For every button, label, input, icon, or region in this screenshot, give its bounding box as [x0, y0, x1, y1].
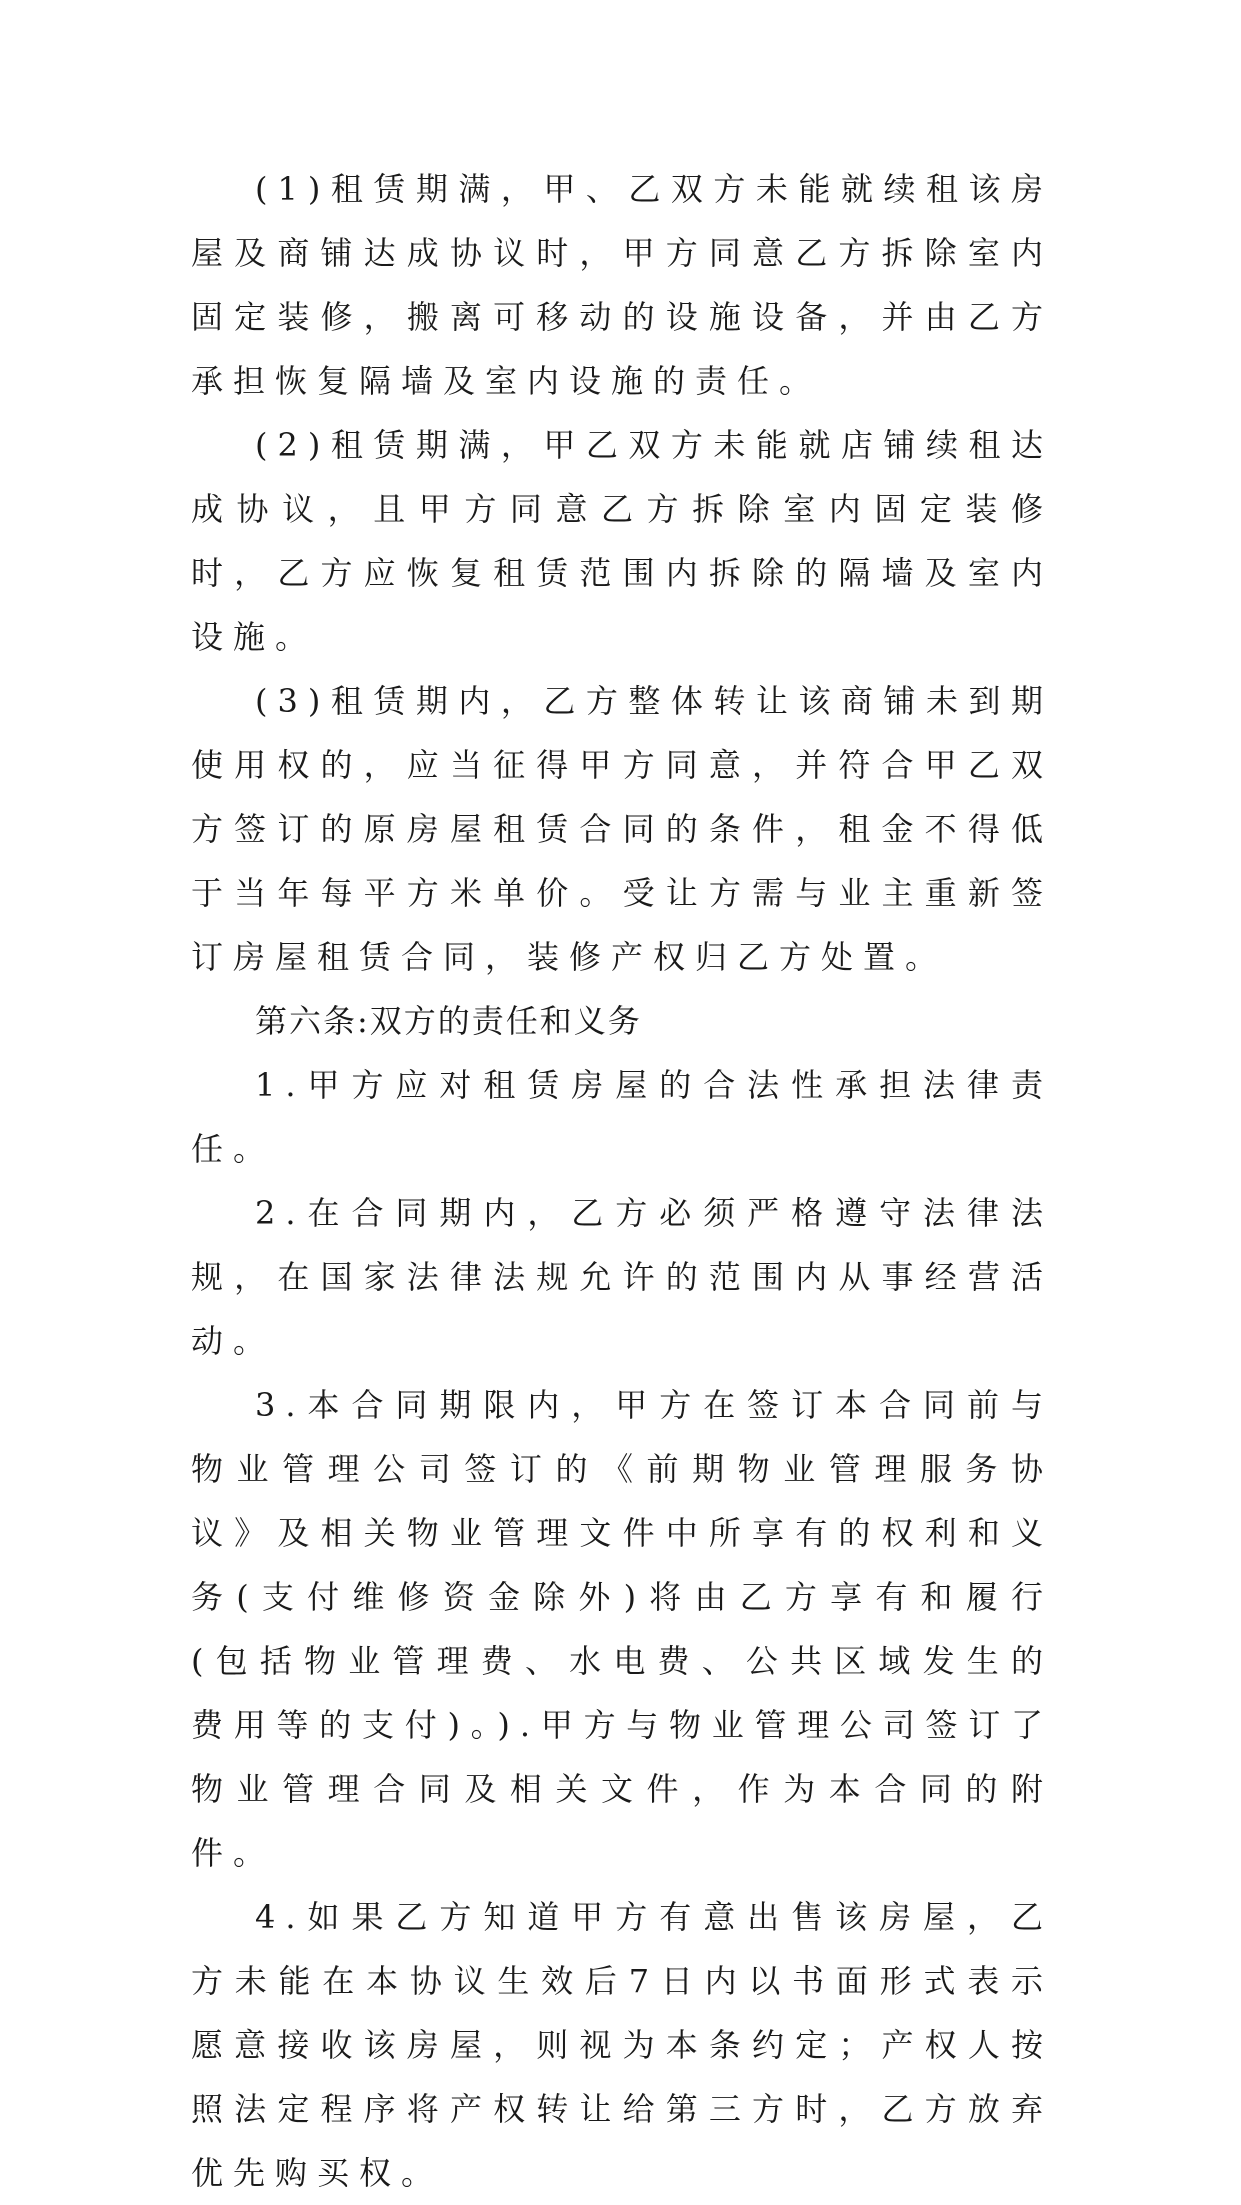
paragraph-item-3: 3.本合同期限内，甲方在签订本合同前与物业管理公司签订的《前期物业管理服务协议》及相关物业管理文件中所享有的权利和义务(支付维修资金除外)将由乙方享有和履行(包括物业管理费、水电费、公共区域发生的费用等的支付)。).甲方与物业管理公司签订了物业管理合同及相关文件，作为本合同的附件。	[191, 1386, 1053, 1872]
paragraph-item-1: 1.甲方应对租赁房屋的合法性承担法律责任。	[191, 1066, 1053, 1168]
paragraph-clause-2: (2)租赁期满，甲乙双方未能就店铺续租达成协议，且甲方同意乙方拆除室内固定装修时，乙方应恢复租赁范围内拆除的隔墙及室内设施。	[191, 426, 1053, 656]
paragraph-clause-3: (3)租赁期内，乙方整体转让该商铺未到期使用权的，应当征得甲方同意，并符合甲乙双方签订的原房屋租赁合同的条件，租金不得低于当年每平方米单价。受让方需与业主重新签订房屋租赁合同，装修产权归乙方处置。	[191, 682, 1053, 976]
document-body	[191, 157, 1053, 2205]
paragraph-item-4: 4.如果乙方知道甲方有意出售该房屋，乙方未能在本协议生效后7日内以书面形式表示愿意接收该房屋，则视为本条约定；产权人按照法定程序将产权转让给第三方时，乙方放弃优先购买权。	[191, 1898, 1053, 2192]
paragraph-item-2: 2.在合同期内，乙方必须严格遵守法律法规，在国家法律法规允许的范围内从事经营活动。	[191, 1194, 1053, 1360]
section-heading-article-6: 第六条:双方的责任和义务	[255, 1002, 642, 1040]
paragraph-clause-1: (1)租赁期满，甲、乙双方未能就续租该房屋及商铺达成协议时，甲方同意乙方拆除室内固定装修，搬离可移动的设施设备，并由乙方承担恢复隔墙及室内设施的责任。	[191, 170, 1053, 400]
